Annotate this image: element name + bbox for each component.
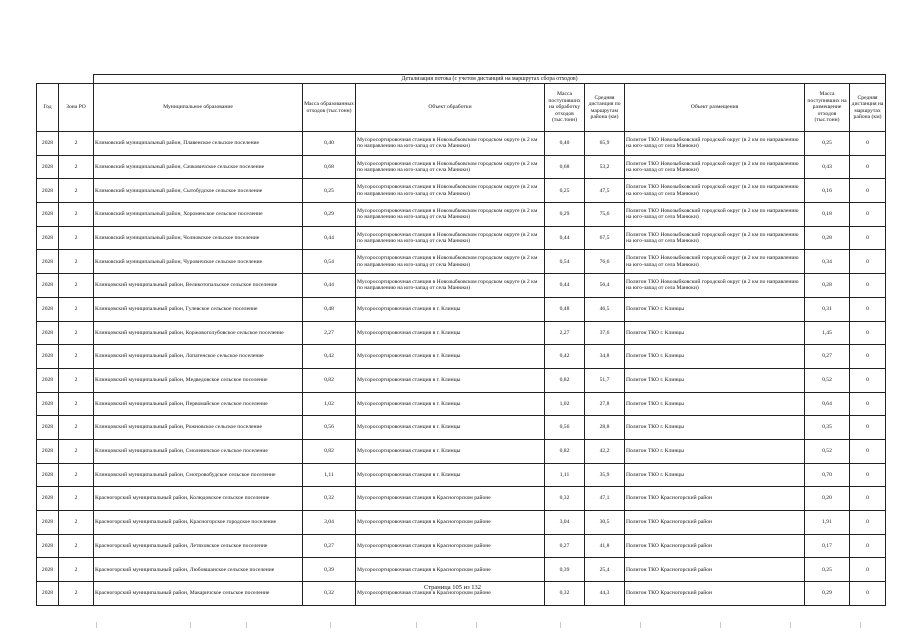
header-avg-distance-placement: Средняя дистанция на маршрутах района (км)	[850, 84, 886, 132]
cell-mass-formed: 1,02	[303, 392, 356, 416]
cell-zone: 2	[59, 534, 94, 558]
cell-avg-distance-processing: 47,5	[585, 179, 625, 203]
header-placement-object: Объект размещения	[625, 84, 805, 132]
cell-placement-object: Полигон ТКО Красногорский район	[625, 534, 805, 558]
cell-mass-formed: 1,11	[303, 463, 356, 487]
cell-avg-distance-placement: 0	[850, 368, 886, 392]
cell-avg-distance-placement: 0	[850, 487, 886, 511]
cell-municipality: Красногорский муниципальный район, Колюдовское сельское поселение	[94, 487, 303, 511]
cell-avg-distance-processing: 46,5	[585, 297, 625, 321]
cell-avg-distance-processing: 56,4	[585, 274, 625, 298]
header-mass-to-processing: Масса поступивших на обработку отходов (тыс.тонн)	[545, 84, 585, 132]
table-row	[37, 392, 886, 416]
cell-mass-to-placement: 0,35	[805, 416, 850, 440]
cell-mass-to-placement: 0,70	[805, 463, 850, 487]
cell-zone: 2	[59, 439, 94, 463]
cell-processing-object: Мусоросортировочная станция в г. Клинцы	[356, 297, 545, 321]
cell-year: 2028	[37, 297, 59, 321]
cell-avg-distance-placement: 0	[850, 439, 886, 463]
cell-processing-object: Мусоросортировочная станция в Красногорском районе	[356, 487, 545, 511]
cell-zone: 2	[59, 368, 94, 392]
cell-zone: 2	[59, 321, 94, 345]
cell-processing-object: Мусоросортировочная станция в г. Клинцы	[356, 321, 545, 345]
cell-zone: 2	[59, 226, 94, 250]
cell-municipality: Клинцовский муниципальный район, Первомайское сельское поселение	[94, 392, 303, 416]
cell-year: 2028	[37, 463, 59, 487]
cell-municipality: Клинцовский муниципальный район, Смолевичское сельское поселение	[94, 439, 303, 463]
cell-municipality: Красногорский муниципальный район, Любовшанское сельское поселение	[94, 558, 303, 582]
cell-processing-object: Мусоросортировочная станция в г. Клинцы	[356, 368, 545, 392]
cell-mass-formed: 0,82	[303, 439, 356, 463]
cell-municipality: Красногорский муниципальный район, Макаричское сельское поселение	[94, 582, 303, 606]
table-body	[37, 132, 886, 606]
cell-processing-object: Мусоросортировочная станция в г. Клинцы	[356, 463, 545, 487]
cell-zone: 2	[59, 487, 94, 511]
cell-avg-distance-placement: 0	[850, 179, 886, 203]
cell-avg-distance-processing: 25,4	[585, 558, 625, 582]
cell-municipality: Клинцовский муниципальный район, Лопатенское сельское поселение	[94, 345, 303, 369]
cell-avg-distance-processing: 67,5	[585, 226, 625, 250]
cell-avg-distance-placement: 0	[850, 582, 886, 606]
cell-municipality: Клинцовский муниципальный район, Великотопальское сельское поселение	[94, 274, 303, 298]
cell-zone: 2	[59, 416, 94, 440]
header-mass-formed: Масса образованных отходов (тыс.тонн)	[303, 84, 356, 132]
cell-placement-object: Полигон ТКО Новозыбковский городской округ (в 2 км по направлению на юго-запад от села Манюки)	[625, 132, 805, 156]
cell-placement-object: Полигон ТКО Красногорский район	[625, 511, 805, 535]
cell-year: 2028	[37, 155, 59, 179]
cell-placement-object: Полигон ТКО Новозыбковский городской округ (в 2 км по направлению на юго-запад от села Манюки)	[625, 179, 805, 203]
cell-processing-object: Мусоросортировочная станция в Новозыбковском городском округе (в 2 км по направлению на юго-запад от села Манюки)	[356, 132, 545, 156]
cell-mass-to-placement: 1,91	[805, 511, 850, 535]
table-row	[37, 203, 886, 227]
waste-flow-table	[36, 74, 886, 606]
cell-zone: 2	[59, 132, 94, 156]
cell-placement-object: Полигон ТКО Новозыбковский городской округ (в 2 км по направлению на юго-запад от села Манюки)	[625, 274, 805, 298]
header-avg-distance-processing: Средняя дистанция по маршрутам района (км)	[585, 84, 625, 132]
cell-municipality: Климовский муниципальный район, Чолновское сельское поселение	[94, 226, 303, 250]
cell-mass-formed: 2,27	[303, 321, 356, 345]
cell-avg-distance-placement: 0	[850, 345, 886, 369]
table-row	[37, 345, 886, 369]
cell-avg-distance-processing: 53,2	[585, 155, 625, 179]
cell-placement-object: Полигон ТКО Новозыбковский городской округ (в 2 км по направлению на юго-запад от села Манюки)	[625, 155, 805, 179]
cell-placement-object: Полигон ТКО г. Клинцы	[625, 297, 805, 321]
cell-placement-object: Полигон ТКО г. Клинцы	[625, 416, 805, 440]
cell-mass-formed: 0,82	[303, 368, 356, 392]
cell-year: 2028	[37, 511, 59, 535]
table-row	[37, 558, 886, 582]
cell-year: 2028	[37, 345, 59, 369]
cell-avg-distance-placement: 0	[850, 203, 886, 227]
cell-mass-to-placement: 0,20	[805, 487, 850, 511]
cell-avg-distance-placement: 0	[850, 416, 886, 440]
cell-year: 2028	[37, 416, 59, 440]
table-row	[37, 250, 886, 274]
cell-avg-distance-processing: 30,5	[585, 511, 625, 535]
cell-year: 2028	[37, 582, 59, 606]
cell-mass-to-processing: 0,42	[545, 345, 585, 369]
cell-year: 2028	[37, 274, 59, 298]
table-row	[37, 439, 886, 463]
cell-zone: 2	[59, 155, 94, 179]
cell-mass-to-processing: 0,44	[545, 274, 585, 298]
cell-mass-to-processing: 0,56	[545, 416, 585, 440]
scan-edge	[0, 622, 905, 640]
page-number: Страница 105 из 132	[423, 584, 482, 591]
header-municipality: Муниципальное образование	[94, 84, 303, 132]
table-row	[37, 179, 886, 203]
cell-avg-distance-placement: 0	[850, 392, 886, 416]
cell-year: 2028	[37, 179, 59, 203]
cell-mass-to-processing: 2,27	[545, 321, 585, 345]
cell-year: 2028	[37, 392, 59, 416]
cell-mass-to-placement: 0,34	[805, 250, 850, 274]
cell-avg-distance-placement: 0	[850, 226, 886, 250]
cell-mass-to-processing: 0,54	[545, 250, 585, 274]
cell-avg-distance-processing: 27,8	[585, 392, 625, 416]
cell-avg-distance-placement: 0	[850, 463, 886, 487]
cell-mass-to-processing: 1,02	[545, 392, 585, 416]
cell-avg-distance-placement: 0	[850, 558, 886, 582]
cell-year: 2028	[37, 321, 59, 345]
cell-zone: 2	[59, 250, 94, 274]
table-row	[37, 297, 886, 321]
cell-processing-object: Мусоросортировочная станция в Новозыбковском городском округе (в 2 км по направлению на юго-запад от села Манюки)	[356, 274, 545, 298]
cell-mass-formed: 0,39	[303, 558, 356, 582]
cell-mass-formed: 0,44	[303, 226, 356, 250]
cell-avg-distance-processing: 37,6	[585, 321, 625, 345]
cell-mass-to-processing: 0,29	[545, 203, 585, 227]
cell-avg-distance-placement: 0	[850, 321, 886, 345]
cell-processing-object: Мусоросортировочная станция в Новозыбковском городском округе (в 2 км по направлению на юго-запад от села Манюки)	[356, 155, 545, 179]
cell-avg-distance-placement: 0	[850, 250, 886, 274]
cell-zone: 2	[59, 582, 94, 606]
cell-mass-to-processing: 0,39	[545, 558, 585, 582]
cell-avg-distance-processing: 75,6	[585, 203, 625, 227]
cell-municipality: Красногорский муниципальный район, Летяховское сельское поселение	[94, 534, 303, 558]
cell-zone: 2	[59, 297, 94, 321]
cell-placement-object: Полигон ТКО Новозыбковский городской округ (в 2 км по направлению на юго-запад от села Манюки)	[625, 203, 805, 227]
cell-avg-distance-placement: 0	[850, 155, 886, 179]
cell-placement-object: Полигон ТКО Красногорский район	[625, 582, 805, 606]
cell-municipality: Клинцовский муниципальный район, Медведовское сельское поселение	[94, 368, 303, 392]
cell-municipality: Климовский муниципальный район, Сачковичское сельское поселение	[94, 155, 303, 179]
table-row	[37, 463, 886, 487]
cell-avg-distance-placement: 0	[850, 297, 886, 321]
cell-mass-formed: 0,32	[303, 582, 356, 606]
cell-mass-to-placement: 0,25	[805, 558, 850, 582]
table-row	[37, 274, 886, 298]
cell-processing-object: Мусоросортировочная станция в Красногорском районе	[356, 558, 545, 582]
cell-placement-object: Полигон ТКО Новозыбковский городской округ (в 2 км по направлению на юго-запад от села Манюки)	[625, 226, 805, 250]
table-row	[37, 511, 886, 535]
cell-zone: 2	[59, 345, 94, 369]
cell-year: 2028	[37, 368, 59, 392]
cell-mass-to-processing: 3,04	[545, 511, 585, 535]
cell-avg-distance-processing: 34,8	[585, 345, 625, 369]
cell-mass-formed: 0,68	[303, 155, 356, 179]
cell-mass-to-processing: 0,25	[545, 179, 585, 203]
cell-mass-to-processing: 0,32	[545, 487, 585, 511]
cell-mass-to-placement: 0,18	[805, 203, 850, 227]
cell-avg-distance-placement: 0	[850, 511, 886, 535]
cell-processing-object: Мусоросортировочная станция в Новозыбковском городском округе (в 2 км по направлению на юго-запад от села Манюки)	[356, 250, 545, 274]
cell-zone: 2	[59, 511, 94, 535]
cell-zone: 2	[59, 203, 94, 227]
cell-avg-distance-placement: 0	[850, 534, 886, 558]
cell-mass-formed: 0,42	[303, 345, 356, 369]
cell-zone: 2	[59, 179, 94, 203]
cell-municipality: Клинцовский муниципальный район, Смотровобудское сельское поселение	[94, 463, 303, 487]
cell-mass-to-processing: 1,11	[545, 463, 585, 487]
cell-year: 2028	[37, 132, 59, 156]
cell-municipality: Климовский муниципальный район, Чуровичское сельское поселение	[94, 250, 303, 274]
cell-mass-formed: 0,25	[303, 179, 356, 203]
cell-mass-formed: 0,54	[303, 250, 356, 274]
cell-placement-object: Полигон ТКО г. Клинцы	[625, 439, 805, 463]
cell-mass-to-placement: 0,31	[805, 297, 850, 321]
cell-municipality: Красногорский муниципальный район, Красногорское городское поселение	[94, 511, 303, 535]
cell-mass-to-processing: 0,44	[545, 226, 585, 250]
cell-processing-object: Мусоросортировочная станция в г. Клинцы	[356, 416, 545, 440]
cell-processing-object: Мусоросортировочная станция в г. Клинцы	[356, 345, 545, 369]
cell-mass-formed: 0,56	[303, 416, 356, 440]
table-row	[37, 416, 886, 440]
cell-mass-to-processing: 0,82	[545, 439, 585, 463]
cell-municipality: Климовский муниципальный район, Плавенское сельское поселение	[94, 132, 303, 156]
cell-year: 2028	[37, 558, 59, 582]
cell-placement-object: Полигон ТКО Новозыбковский городской округ (в 2 км по направлению на юго-запад от села Манюки)	[625, 250, 805, 274]
table-header-row	[37, 84, 886, 132]
table-row	[37, 368, 886, 392]
cell-avg-distance-processing: 41,8	[585, 534, 625, 558]
cell-year: 2028	[37, 203, 59, 227]
cell-placement-object: Полигон ТКО г. Клинцы	[625, 392, 805, 416]
cell-placement-object: Полигон ТКО г. Клинцы	[625, 368, 805, 392]
cell-avg-distance-placement: 0	[850, 132, 886, 156]
cell-year: 2028	[37, 534, 59, 558]
cell-processing-object: Мусоросортировочная станция в Новозыбковском городском округе (в 2 км по направлению на юго-запад от села Манюки)	[356, 203, 545, 227]
cell-mass-formed: 0,27	[303, 534, 356, 558]
cell-mass-formed: 0,44	[303, 274, 356, 298]
cell-avg-distance-processing: 44,3	[585, 582, 625, 606]
cell-avg-distance-processing: 42,2	[585, 439, 625, 463]
cell-municipality: Клинцовский муниципальный район, Коржовоголубовское сельское поселение	[94, 321, 303, 345]
cell-zone: 2	[59, 463, 94, 487]
cell-avg-distance-processing: 28,8	[585, 416, 625, 440]
cell-year: 2028	[37, 250, 59, 274]
cell-mass-to-processing: 0,40	[545, 132, 585, 156]
cell-mass-to-placement: 0,27	[805, 345, 850, 369]
cell-processing-object: Мусоросортировочная станция в г. Клинцы	[356, 439, 545, 463]
header-mass-to-placement: Масса поступивших на размещение отходов (тыс.тонн)	[805, 84, 850, 132]
cell-avg-distance-processing: 47,1	[585, 487, 625, 511]
cell-mass-formed: 3,04	[303, 511, 356, 535]
cell-mass-to-processing: 0,68	[545, 155, 585, 179]
cell-mass-to-processing: 0,32	[545, 582, 585, 606]
cell-avg-distance-placement: 0	[850, 274, 886, 298]
cell-placement-object: Полигон ТКО г. Клинцы	[625, 463, 805, 487]
cell-avg-distance-processing: 76,6	[585, 250, 625, 274]
cell-mass-to-placement: 0,16	[805, 179, 850, 203]
table-row	[37, 132, 886, 156]
cell-mass-to-placement: 1,45	[805, 321, 850, 345]
cell-placement-object: Полигон ТКО Красногорский район	[625, 487, 805, 511]
cell-avg-distance-processing: 51,7	[585, 368, 625, 392]
cell-year: 2028	[37, 439, 59, 463]
table-row	[37, 155, 886, 179]
cell-mass-formed: 0,40	[303, 132, 356, 156]
cell-placement-object: Полигон ТКО г. Клинцы	[625, 321, 805, 345]
cell-mass-to-processing: 0,82	[545, 368, 585, 392]
cell-municipality: Клинцовский муниципальный район, Гулевское сельское поселение	[94, 297, 303, 321]
cell-processing-object: Мусоросортировочная станция в Красногорском районе	[356, 582, 545, 606]
cell-zone: 2	[59, 274, 94, 298]
cell-mass-formed: 0,48	[303, 297, 356, 321]
cell-mass-to-placement: 0,28	[805, 226, 850, 250]
header-year: Год	[37, 84, 59, 132]
cell-mass-to-placement: 0,52	[805, 368, 850, 392]
cell-year: 2028	[37, 487, 59, 511]
table-caption: Детализация потока (с учетом дистанций на маршрутах сбора отходов)	[94, 75, 886, 84]
cell-municipality: Клинцовский муниципальный район, Рожновское сельское поселение	[94, 416, 303, 440]
table-row	[37, 487, 886, 511]
table-row	[37, 534, 886, 558]
cell-mass-to-placement: 0,17	[805, 534, 850, 558]
header-zone: Зона РО	[59, 84, 94, 132]
cell-mass-to-placement: 0,52	[805, 439, 850, 463]
header-processing-object: Объект обработки	[356, 84, 545, 132]
cell-mass-to-placement: 0,29	[805, 582, 850, 606]
cell-placement-object: Полигон ТКО г. Клинцы	[625, 345, 805, 369]
cell-processing-object: Мусоросортировочная станция в Новозыбковском городском округе (в 2 км по направлению на юго-запад от села Манюки)	[356, 226, 545, 250]
cell-mass-formed: 0,32	[303, 487, 356, 511]
cell-year: 2028	[37, 226, 59, 250]
cell-mass-formed: 0,29	[303, 203, 356, 227]
cell-avg-distance-processing: 65,9	[585, 132, 625, 156]
table-row	[37, 321, 886, 345]
cell-mass-to-processing: 0,27	[545, 534, 585, 558]
cell-placement-object: Полигон ТКО Красногорский район	[625, 558, 805, 582]
cell-processing-object: Мусоросортировочная станция в Красногорском районе	[356, 511, 545, 535]
cell-municipality: Климовский муниципальный район, Сытобудское сельское поселение	[94, 179, 303, 203]
cell-zone: 2	[59, 558, 94, 582]
table-row	[37, 226, 886, 250]
cell-mass-to-placement: 0,43	[805, 155, 850, 179]
cell-processing-object: Мусоросортировочная станция в г. Клинцы	[356, 392, 545, 416]
cell-zone: 2	[59, 392, 94, 416]
cell-municipality: Климовский муниципальный район, Хороменское сельское поселение	[94, 203, 303, 227]
cell-mass-to-placement: 0,64	[805, 392, 850, 416]
cell-avg-distance-processing: 35,9	[585, 463, 625, 487]
cell-mass-to-processing: 0,48	[545, 297, 585, 321]
cell-mass-to-placement: 0,28	[805, 274, 850, 298]
cell-mass-to-placement: 0,25	[805, 132, 850, 156]
cell-processing-object: Мусоросортировочная станция в Красногорском районе	[356, 534, 545, 558]
cell-processing-object: Мусоросортировочная станция в Новозыбковском городском округе (в 2 км по направлению на юго-запад от села Манюки)	[356, 179, 545, 203]
